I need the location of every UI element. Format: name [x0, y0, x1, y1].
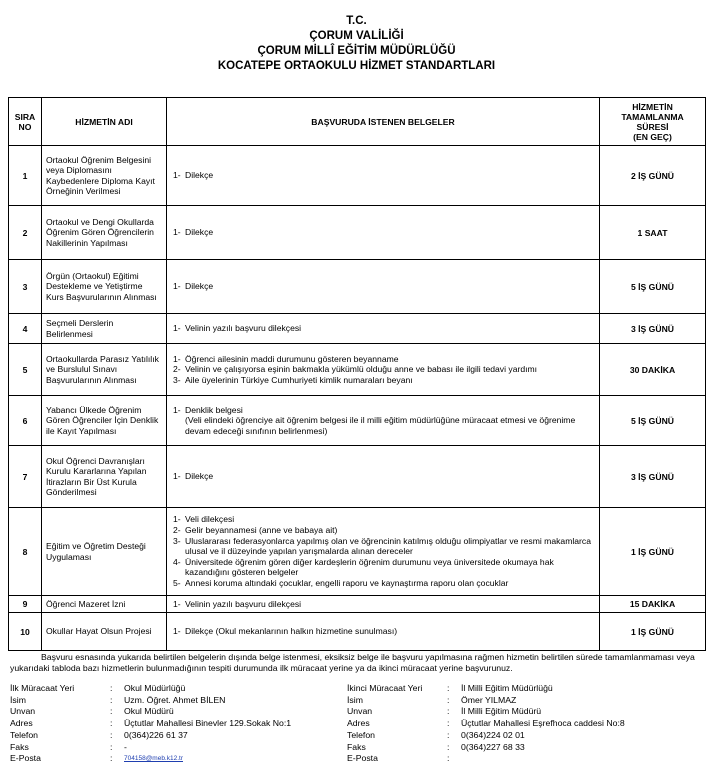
service-name: Yabancı Ülkede Öğrenim Gören Öğrenciler İçin Denklik ile Kayıt Yapılması — [42, 396, 167, 446]
table-row — [9, 260, 706, 314]
contact-row — [347, 718, 707, 730]
completion-time: 3 İŞ GÜNÜ — [600, 314, 706, 344]
first-contact-block — [10, 683, 350, 765]
item-number: 1- — [173, 227, 181, 238]
contact-row — [347, 683, 707, 695]
table-row — [9, 446, 706, 508]
document-list — [173, 514, 595, 588]
item-text: Üniversitede öğrenim gören diğer kardeşlerin öğrenim durumunu veya üniversitede okumaya hak kazandığını gösteren belgeler — [185, 556, 554, 578]
item-number: 3- — [173, 374, 181, 385]
contact-row — [10, 706, 350, 718]
item-text: Dilekçe — [185, 471, 214, 482]
item-text: Dilekçe — [185, 170, 214, 181]
row-number: 3 — [9, 260, 42, 314]
row-number: 4 — [9, 314, 42, 344]
colon: : — [110, 729, 113, 740]
document-list — [173, 626, 595, 637]
item-text: Velinin ve çalışıyorsa eşinin bakmakla yükümlü olduğu anne ve babası ile ilgili tedavi yardımı — [185, 364, 538, 375]
contact-value: İl Milli Eğitim Müdürü — [461, 706, 542, 717]
completion-time: 1 SAAT — [600, 206, 706, 260]
contact-label: E-Posta — [10, 753, 41, 764]
table-row — [9, 596, 706, 613]
item-text: (Veli elindeki öğrenciye ait öğrenim belgesi ile il milli eğitim müdürlüğüne müracaat etmesi ve öğrenime devam edeceği sınıfının belirlenmesi) — [185, 415, 576, 436]
contact-row — [10, 730, 350, 742]
item-text: Uluslararası federasyonlarca yapılmış olan ve öğrencinin katılmış olduğu olimpiyatlar ve resmi makamlarca ulusal ve il düzeyinde yapılan yarışmalarda alınan dereceler — [185, 535, 591, 557]
item-text: Veli dilekçesi — [185, 514, 235, 525]
list-item — [173, 281, 595, 292]
contact-value: 0(364)227 68 33 — [461, 741, 525, 752]
item-number: 1- — [173, 170, 181, 181]
list-item — [173, 364, 595, 375]
contact-row — [347, 695, 707, 707]
completion-time: 3 İŞ GÜNÜ — [600, 446, 706, 508]
contact-value: 0(364)226 61 37 — [124, 729, 188, 740]
required-documents — [167, 344, 600, 396]
header-line-valilik: ÇORUM VALİLİĞİ — [309, 30, 404, 42]
colon: : — [110, 741, 113, 752]
list-item — [173, 514, 595, 525]
contact-label: Adres — [10, 718, 33, 729]
service-name: Ortaokul ve Dengi Okullarda Öğrenim Gören Öğrencilerin Nakillerinin Yapılması — [42, 206, 167, 260]
contact-row — [347, 742, 707, 754]
list-item — [173, 626, 595, 637]
item-number: 3- — [173, 535, 181, 546]
table-row — [9, 613, 706, 651]
page-title: KOCATEPE ORTAOKULU HİZMET STANDARTLARI — [217, 60, 496, 72]
row-number: 10 — [9, 613, 42, 651]
item-number: 1- — [173, 353, 181, 364]
list-item — [173, 525, 595, 536]
list-item — [173, 536, 595, 557]
item-number: 2- — [173, 364, 181, 375]
contact-label: İsim — [10, 694, 26, 705]
colon: : — [447, 729, 450, 740]
required-documents — [167, 446, 600, 508]
colon: : — [447, 741, 450, 752]
contact-row — [347, 730, 707, 742]
completion-time: 30 DAKİKA — [600, 344, 706, 396]
item-number: 1- — [173, 471, 181, 482]
service-standards-table — [8, 97, 706, 651]
completion-time: 5 İŞ GÜNÜ — [600, 396, 706, 446]
contact-row — [10, 742, 350, 754]
contact-label: E-Posta — [347, 753, 378, 764]
header-sure: HİZMETİN TAMAMLANMA SÜRESİ (EN GEÇ) — [600, 98, 706, 146]
service-name: Okul Öğrenci Davranışları Kurulu Kararlarına Yapılan İtirazların Bir Üst Kurula Gönderilmesi — [42, 446, 167, 508]
list-item — [173, 578, 595, 589]
header-sira-no: SIRA NO — [9, 98, 42, 146]
item-text: Denklik belgesi — [185, 404, 243, 415]
item-number: 5- — [173, 577, 181, 588]
table-row — [9, 344, 706, 396]
colon: : — [110, 718, 113, 729]
row-number: 9 — [9, 596, 42, 613]
contact-value: Ömer YILMAZ — [461, 694, 517, 705]
row-number: 1 — [9, 146, 42, 206]
colon: : — [110, 694, 113, 705]
contact-value: Uzm. Öğret. Ahmet BİLEN — [124, 694, 226, 705]
list-item — [173, 354, 595, 365]
row-number: 5 — [9, 344, 42, 396]
document-list — [173, 281, 595, 292]
contact-label: Telefon — [10, 729, 39, 740]
colon: : — [110, 683, 113, 693]
item-text: Öğrenci ailesinin maddi durumunu gösteren beyanname — [185, 353, 399, 364]
required-documents — [167, 206, 600, 260]
required-documents — [167, 314, 600, 344]
contact-label: İlk Müracaat Yeri — [10, 683, 75, 693]
completion-time: 1 İŞ GÜNÜ — [600, 613, 706, 651]
service-name: Örgün (Ortaokul) Eğitimi Destekleme ve Yetiştirme Kurs Başvurularının Alınması — [42, 260, 167, 314]
row-number: 7 — [9, 446, 42, 508]
contact-label: İsim — [347, 694, 363, 705]
document-list — [173, 471, 595, 482]
contact-row — [347, 706, 707, 718]
list-item — [173, 599, 595, 610]
item-number — [173, 415, 185, 436]
item-text: Dilekçe — [185, 281, 214, 292]
contact-label: Unvan — [10, 706, 36, 717]
row-number: 2 — [9, 206, 42, 260]
colon: : — [447, 753, 450, 764]
list-item — [173, 415, 595, 436]
service-name: Ortaokul Öğrenim Belgesini veya Diplomasını Kaybedenlere Diploma Kayıt Örneğinin Verilmesi — [42, 146, 167, 206]
service-name: Okullar Hayat Olsun Projesi — [42, 613, 167, 651]
item-number: 2- — [173, 525, 181, 536]
colon: : — [110, 753, 113, 764]
header-line-mudurluk: ÇORUM MİLLÎ EĞİTİM MÜDÜRLÜĞÜ — [257, 45, 456, 57]
required-documents — [167, 613, 600, 651]
contact-label: Unvan — [347, 706, 373, 717]
document-list — [173, 323, 595, 334]
list-item — [173, 557, 595, 578]
contact-value: Üçtutlar Mahallesi Binevler 129.Sokak No:1 — [124, 718, 292, 729]
list-item — [173, 375, 595, 386]
contact-row — [10, 683, 350, 695]
completion-time: 2 İŞ GÜNÜ — [600, 146, 706, 206]
footnote: Başvuru esnasında yukarıda belirtilen belgelerin dışında belge istenmesi, eksiksiz belge ile başvuru yapılmasına rağmen hizmetin belirtilen sürede tamamlanmaması veya yukarıdaki tabloda bazı hizmetlerin bulunmadığının tespiti durumunda ilk müracaat yerine ya da ikinci müracaat yerine başvurunuz. — [10, 652, 695, 673]
email-link[interactable]: 704158@meb.k12.tr — [124, 755, 183, 763]
list-item — [173, 405, 595, 416]
item-number: 1- — [173, 323, 181, 334]
table-header-row — [9, 98, 706, 146]
contact-row — [10, 753, 350, 765]
required-documents — [167, 508, 600, 596]
item-text: Velinin yazılı başvuru dilekçesi — [185, 598, 302, 609]
item-text: Dilekçe (Okul mekanlarının halkın hizmetine sunulması) — [185, 626, 398, 637]
header-belgeler: BAŞVURUDA İSTENEN BELGELER — [167, 98, 600, 146]
item-text: Dilekçe — [185, 227, 214, 238]
required-documents — [167, 596, 600, 613]
item-number: 4- — [173, 556, 181, 567]
service-name: Seçmeli Derslerin Belirlenmesi — [42, 314, 167, 344]
table-row — [9, 314, 706, 344]
item-number: 1- — [173, 514, 181, 525]
list-item — [173, 471, 595, 482]
service-name: Eğitim ve Öğretim Desteği Uygulaması — [42, 508, 167, 596]
table-row — [9, 396, 706, 446]
second-contact-block — [347, 683, 707, 765]
contact-row — [10, 718, 350, 730]
contact-label: Faks — [10, 741, 29, 752]
colon: : — [110, 706, 113, 717]
document-list — [173, 227, 595, 238]
completion-time: 1 İŞ GÜNÜ — [600, 508, 706, 596]
row-number: 8 — [9, 508, 42, 596]
item-number: 1- — [173, 626, 181, 637]
required-documents — [167, 146, 600, 206]
service-name: Öğrenci Mazeret İzni — [42, 596, 167, 613]
header-hizmet-adi: HİZMETİN ADI — [42, 98, 167, 146]
document-list — [173, 170, 595, 181]
document-list — [173, 405, 595, 437]
contact-value: Okul Müdürlüğü — [124, 683, 186, 693]
document-list — [173, 599, 595, 610]
item-text: Gelir beyannamesi (anne ve babaya ait) — [185, 525, 338, 536]
contact-label: İkinci Müracaat Yeri — [347, 683, 423, 693]
list-item — [173, 170, 595, 181]
colon: : — [447, 706, 450, 717]
table-row — [9, 508, 706, 596]
document-list — [173, 354, 595, 386]
item-number: 1- — [173, 404, 181, 415]
required-documents — [167, 260, 600, 314]
completion-time: 15 DAKİKA — [600, 596, 706, 613]
contact-value: İl Milli Eğitim Müdürlüğü — [461, 683, 553, 693]
list-item — [173, 323, 595, 334]
item-text: Velinin yazılı başvuru dilekçesi — [185, 323, 302, 334]
contact-label: Telefon — [347, 729, 376, 740]
colon: : — [447, 718, 450, 729]
document-header — [0, 14, 713, 74]
contact-label: Adres — [347, 718, 370, 729]
table-row — [9, 206, 706, 260]
row-number: 6 — [9, 396, 42, 446]
completion-time: 5 İŞ GÜNÜ — [600, 260, 706, 314]
list-item — [173, 227, 595, 238]
contact-value: Okul Müdürü — [124, 706, 174, 717]
contact-row — [347, 753, 707, 765]
header-line-tc: T.C. — [346, 15, 367, 27]
colon: : — [447, 694, 450, 705]
item-number: 1- — [173, 281, 181, 292]
colon: : — [447, 683, 450, 693]
item-text: Aile üyelerinin Türkiye Cumhuriyeti kimlik numaraları beyanı — [185, 374, 413, 385]
contact-label: Faks — [347, 741, 366, 752]
item-number: 1- — [173, 598, 181, 609]
table-row — [9, 146, 706, 206]
contact-value: 0(364)224 02 01 — [461, 729, 525, 740]
contact-value: Üçtutlar Mahallesi Eşrefhoca caddesi No:8 — [461, 718, 625, 729]
item-text: Annesi koruma altındaki çocuklar, engelli raporu ve kaynaştırma raporu olan çocuklar — [185, 577, 509, 588]
service-name: Ortaokullarda Parasız Yatılılık ve Burslulul Sınavı Başvurularının Alınması — [42, 344, 167, 396]
contact-row — [10, 695, 350, 707]
contact-value: - — [124, 741, 127, 752]
required-documents — [167, 396, 600, 446]
